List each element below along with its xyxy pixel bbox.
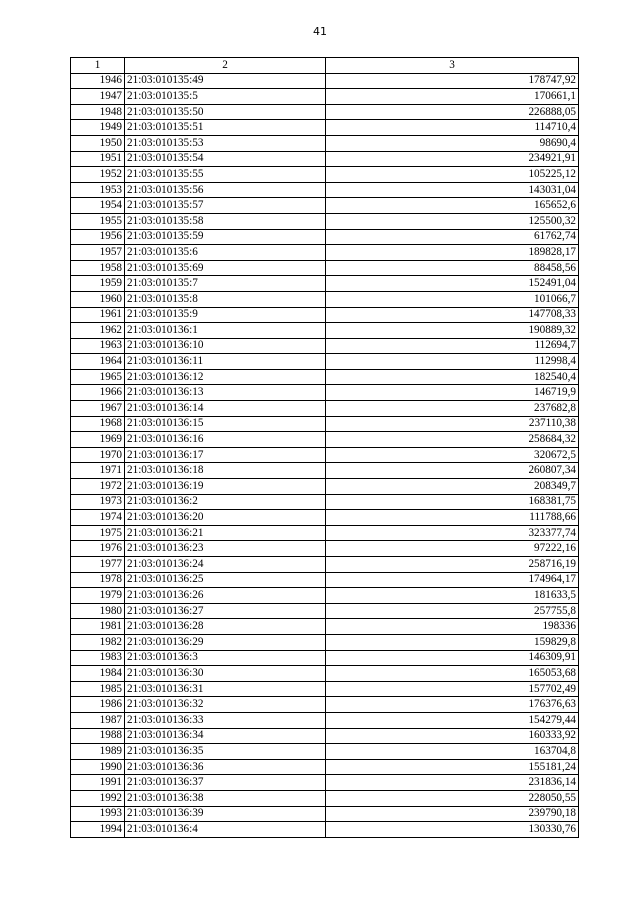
value-cell: 168381,75 bbox=[326, 494, 579, 510]
table-row bbox=[71, 588, 579, 604]
value-cell: 152491,04 bbox=[326, 276, 579, 292]
cadastral-number-cell: 21:03:010136:34 bbox=[125, 728, 326, 744]
cadastral-number-cell: 21:03:010136:10 bbox=[125, 338, 326, 354]
row-number-cell: 1976 bbox=[71, 541, 125, 557]
row-number-cell: 1967 bbox=[71, 401, 125, 417]
table-row bbox=[71, 291, 579, 307]
row-number-cell: 1989 bbox=[71, 744, 125, 760]
value-cell: 114710,4 bbox=[326, 120, 579, 136]
value-cell: 190889,32 bbox=[326, 323, 579, 339]
cadastral-number-cell: 21:03:010136:25 bbox=[125, 572, 326, 588]
header-row bbox=[71, 58, 579, 74]
cadastral-number-cell: 21:03:010135:9 bbox=[125, 307, 326, 323]
value-cell: 105225,12 bbox=[326, 167, 579, 183]
row-number-cell: 1955 bbox=[71, 213, 125, 229]
row-number-cell: 1974 bbox=[71, 510, 125, 526]
row-number-cell: 1975 bbox=[71, 525, 125, 541]
table-row bbox=[71, 432, 579, 448]
value-cell: 157702,49 bbox=[326, 681, 579, 697]
table-row bbox=[71, 744, 579, 760]
value-cell: 160333,92 bbox=[326, 728, 579, 744]
table-row bbox=[71, 681, 579, 697]
row-number-cell: 1962 bbox=[71, 323, 125, 339]
table-row bbox=[71, 541, 579, 557]
row-number-cell: 1968 bbox=[71, 416, 125, 432]
table-row bbox=[71, 712, 579, 728]
value-cell: 146309,91 bbox=[326, 650, 579, 666]
cadastral-number-cell: 21:03:010136:30 bbox=[125, 666, 326, 682]
cadastral-number-cell: 21:03:010136:1 bbox=[125, 323, 326, 339]
value-cell: 182540,4 bbox=[326, 369, 579, 385]
table-row bbox=[71, 790, 579, 806]
table-row bbox=[71, 603, 579, 619]
row-number-cell: 1984 bbox=[71, 666, 125, 682]
table-row bbox=[71, 338, 579, 354]
table-row bbox=[71, 619, 579, 635]
table-row bbox=[71, 260, 579, 276]
cadastral-number-cell: 21:03:010135:59 bbox=[125, 229, 326, 245]
cadastral-number-cell: 21:03:010135:6 bbox=[125, 245, 326, 261]
table-body bbox=[71, 73, 579, 837]
value-cell: 234921,91 bbox=[326, 151, 579, 167]
cadastral-number-cell: 21:03:010136:21 bbox=[125, 525, 326, 541]
cadastral-number-cell: 21:03:010135:54 bbox=[125, 151, 326, 167]
value-cell: 163704,8 bbox=[326, 744, 579, 760]
cadastral-number-cell: 21:03:010135:5 bbox=[125, 89, 326, 105]
row-number-cell: 1957 bbox=[71, 245, 125, 261]
value-cell: 178747,92 bbox=[326, 73, 579, 89]
cadastral-number-cell: 21:03:010136:13 bbox=[125, 385, 326, 401]
row-number-cell: 1950 bbox=[71, 135, 125, 151]
row-number-cell: 1951 bbox=[71, 151, 125, 167]
row-number-cell: 1981 bbox=[71, 619, 125, 635]
value-cell: 125500,32 bbox=[326, 213, 579, 229]
row-number-cell: 1994 bbox=[71, 822, 125, 838]
row-number-cell: 1969 bbox=[71, 432, 125, 448]
table-row bbox=[71, 245, 579, 261]
table-row bbox=[71, 151, 579, 167]
table-row bbox=[71, 104, 579, 120]
row-number-cell: 1961 bbox=[71, 307, 125, 323]
row-number-cell: 1982 bbox=[71, 634, 125, 650]
cadastral-number-cell: 21:03:010135:53 bbox=[125, 135, 326, 151]
cadastral-number-cell: 21:03:010136:3 bbox=[125, 650, 326, 666]
value-cell: 174964,17 bbox=[326, 572, 579, 588]
cadastral-number-cell: 21:03:010136:33 bbox=[125, 712, 326, 728]
value-cell: 130330,76 bbox=[326, 822, 579, 838]
row-number-cell: 1990 bbox=[71, 759, 125, 775]
row-number-cell: 1954 bbox=[71, 198, 125, 214]
value-cell: 165053,68 bbox=[326, 666, 579, 682]
table-row bbox=[71, 416, 579, 432]
row-number-cell: 1963 bbox=[71, 338, 125, 354]
table-row bbox=[71, 276, 579, 292]
cadastral-number-cell: 21:03:010135:55 bbox=[125, 167, 326, 183]
row-number-cell: 1972 bbox=[71, 479, 125, 495]
row-number-cell: 1973 bbox=[71, 494, 125, 510]
cadastral-number-cell: 21:03:010135:8 bbox=[125, 291, 326, 307]
table-row bbox=[71, 354, 579, 370]
cadastral-number-cell: 21:03:010136:23 bbox=[125, 541, 326, 557]
cadastral-number-cell: 21:03:010135:56 bbox=[125, 182, 326, 198]
cadastral-number-cell: 21:03:010135:50 bbox=[125, 104, 326, 120]
row-number-cell: 1971 bbox=[71, 463, 125, 479]
table-row bbox=[71, 479, 579, 495]
row-number-cell: 1946 bbox=[71, 73, 125, 89]
table-row bbox=[71, 120, 579, 136]
table-row bbox=[71, 557, 579, 573]
table-row bbox=[71, 822, 579, 838]
value-cell: 257755,8 bbox=[326, 603, 579, 619]
table-row bbox=[71, 167, 579, 183]
row-number-cell: 1964 bbox=[71, 354, 125, 370]
row-number-cell: 1991 bbox=[71, 775, 125, 791]
row-number-cell: 1966 bbox=[71, 385, 125, 401]
value-cell: 88458,56 bbox=[326, 260, 579, 276]
value-cell: 61762,74 bbox=[326, 229, 579, 245]
table-row bbox=[71, 385, 579, 401]
cadastral-number-cell: 21:03:010135:69 bbox=[125, 260, 326, 276]
table-row bbox=[71, 697, 579, 713]
value-cell: 260807,34 bbox=[326, 463, 579, 479]
cadastral-number-cell: 21:03:010136:24 bbox=[125, 557, 326, 573]
table-row bbox=[71, 447, 579, 463]
value-cell: 165652,6 bbox=[326, 198, 579, 214]
row-number-cell: 1980 bbox=[71, 603, 125, 619]
cadastral-number-cell: 21:03:010136:32 bbox=[125, 697, 326, 713]
value-cell: 155181,24 bbox=[326, 759, 579, 775]
row-number-cell: 1987 bbox=[71, 712, 125, 728]
value-cell: 258716,19 bbox=[326, 557, 579, 573]
value-cell: 111788,66 bbox=[326, 510, 579, 526]
value-cell: 101066,7 bbox=[326, 291, 579, 307]
cadastral-number-cell: 21:03:010136:19 bbox=[125, 479, 326, 495]
value-cell: 146719,9 bbox=[326, 385, 579, 401]
table-row bbox=[71, 135, 579, 151]
table-row bbox=[71, 525, 579, 541]
column-header-2: 2 bbox=[125, 58, 326, 74]
table-row bbox=[71, 494, 579, 510]
page-number: 41 bbox=[313, 25, 327, 38]
cadastral-number-cell: 21:03:010136:36 bbox=[125, 759, 326, 775]
value-cell: 170661,1 bbox=[326, 89, 579, 105]
table-row bbox=[71, 182, 579, 198]
row-number-cell: 1988 bbox=[71, 728, 125, 744]
cadastral-number-cell: 21:03:010135:7 bbox=[125, 276, 326, 292]
cadastral-number-cell: 21:03:010136:27 bbox=[125, 603, 326, 619]
row-number-cell: 1979 bbox=[71, 588, 125, 604]
cadastral-number-cell: 21:03:010136:16 bbox=[125, 432, 326, 448]
table-row bbox=[71, 213, 579, 229]
value-cell: 228050,55 bbox=[326, 790, 579, 806]
cadastral-number-cell: 21:03:010136:2 bbox=[125, 494, 326, 510]
value-cell: 237110,38 bbox=[326, 416, 579, 432]
table-row bbox=[71, 650, 579, 666]
value-cell: 208349,7 bbox=[326, 479, 579, 495]
cadastral-number-cell: 21:03:010135:58 bbox=[125, 213, 326, 229]
row-number-cell: 1986 bbox=[71, 697, 125, 713]
cadastral-number-cell: 21:03:010136:18 bbox=[125, 463, 326, 479]
row-number-cell: 1985 bbox=[71, 681, 125, 697]
row-number-cell: 1970 bbox=[71, 447, 125, 463]
cadastral-number-cell: 21:03:010136:4 bbox=[125, 822, 326, 838]
row-number-cell: 1949 bbox=[71, 120, 125, 136]
value-cell: 176376,63 bbox=[326, 697, 579, 713]
cadastral-number-cell: 21:03:010136:14 bbox=[125, 401, 326, 417]
value-cell: 154279,44 bbox=[326, 712, 579, 728]
value-cell: 323377,74 bbox=[326, 525, 579, 541]
row-number-cell: 1958 bbox=[71, 260, 125, 276]
value-cell: 231836,14 bbox=[326, 775, 579, 791]
value-cell: 97222,16 bbox=[326, 541, 579, 557]
cadastral-number-cell: 21:03:010136:28 bbox=[125, 619, 326, 635]
table-row bbox=[71, 89, 579, 105]
cadastral-number-cell: 21:03:010135:49 bbox=[125, 73, 326, 89]
value-cell: 258684,32 bbox=[326, 432, 579, 448]
cadastral-number-cell: 21:03:010136:37 bbox=[125, 775, 326, 791]
row-number-cell: 1983 bbox=[71, 650, 125, 666]
registry-table bbox=[70, 57, 579, 838]
cadastral-number-cell: 21:03:010136:31 bbox=[125, 681, 326, 697]
cadastral-number-cell: 21:03:010136:15 bbox=[125, 416, 326, 432]
value-cell: 181633,5 bbox=[326, 588, 579, 604]
cadastral-number-cell: 21:03:010136:38 bbox=[125, 790, 326, 806]
cadastral-number-cell: 21:03:010135:57 bbox=[125, 198, 326, 214]
table-row bbox=[71, 323, 579, 339]
table-row bbox=[71, 73, 579, 89]
table-row bbox=[71, 775, 579, 791]
row-number-cell: 1960 bbox=[71, 291, 125, 307]
table-row bbox=[71, 307, 579, 323]
row-number-cell: 1948 bbox=[71, 104, 125, 120]
value-cell: 237682,8 bbox=[326, 401, 579, 417]
cadastral-number-cell: 21:03:010136:29 bbox=[125, 634, 326, 650]
table-row bbox=[71, 572, 579, 588]
row-number-cell: 1965 bbox=[71, 369, 125, 385]
table-row bbox=[71, 634, 579, 650]
column-header-3: 3 bbox=[326, 58, 579, 74]
row-number-cell: 1978 bbox=[71, 572, 125, 588]
cadastral-number-cell: 21:03:010136:35 bbox=[125, 744, 326, 760]
value-cell: 112694,7 bbox=[326, 338, 579, 354]
value-cell: 239790,18 bbox=[326, 806, 579, 822]
value-cell: 143031,04 bbox=[326, 182, 579, 198]
table-row bbox=[71, 728, 579, 744]
row-number-cell: 1953 bbox=[71, 182, 125, 198]
table-row bbox=[71, 510, 579, 526]
value-cell: 159829,8 bbox=[326, 634, 579, 650]
table-row bbox=[71, 369, 579, 385]
cadastral-number-cell: 21:03:010136:20 bbox=[125, 510, 326, 526]
table-row bbox=[71, 198, 579, 214]
value-cell: 189828,17 bbox=[326, 245, 579, 261]
cadastral-number-cell: 21:03:010136:39 bbox=[125, 806, 326, 822]
table-row bbox=[71, 229, 579, 245]
cadastral-number-cell: 21:03:010136:11 bbox=[125, 354, 326, 370]
value-cell: 226888,05 bbox=[326, 104, 579, 120]
row-number-cell: 1992 bbox=[71, 790, 125, 806]
cadastral-number-cell: 21:03:010136:12 bbox=[125, 369, 326, 385]
row-number-cell: 1947 bbox=[71, 89, 125, 105]
cadastral-number-cell: 21:03:010136:17 bbox=[125, 447, 326, 463]
table-row bbox=[71, 666, 579, 682]
value-cell: 147708,33 bbox=[326, 307, 579, 323]
table-row bbox=[71, 806, 579, 822]
row-number-cell: 1959 bbox=[71, 276, 125, 292]
value-cell: 198336 bbox=[326, 619, 579, 635]
table-row bbox=[71, 759, 579, 775]
table-row bbox=[71, 401, 579, 417]
table-row bbox=[71, 463, 579, 479]
value-cell: 98690,4 bbox=[326, 135, 579, 151]
row-number-cell: 1952 bbox=[71, 167, 125, 183]
row-number-cell: 1977 bbox=[71, 557, 125, 573]
row-number-cell: 1956 bbox=[71, 229, 125, 245]
cadastral-number-cell: 21:03:010135:51 bbox=[125, 120, 326, 136]
column-header-1: 1 bbox=[71, 58, 125, 74]
value-cell: 112998,4 bbox=[326, 354, 579, 370]
cadastral-number-cell: 21:03:010136:26 bbox=[125, 588, 326, 604]
value-cell: 320672,5 bbox=[326, 447, 579, 463]
row-number-cell: 1993 bbox=[71, 806, 125, 822]
